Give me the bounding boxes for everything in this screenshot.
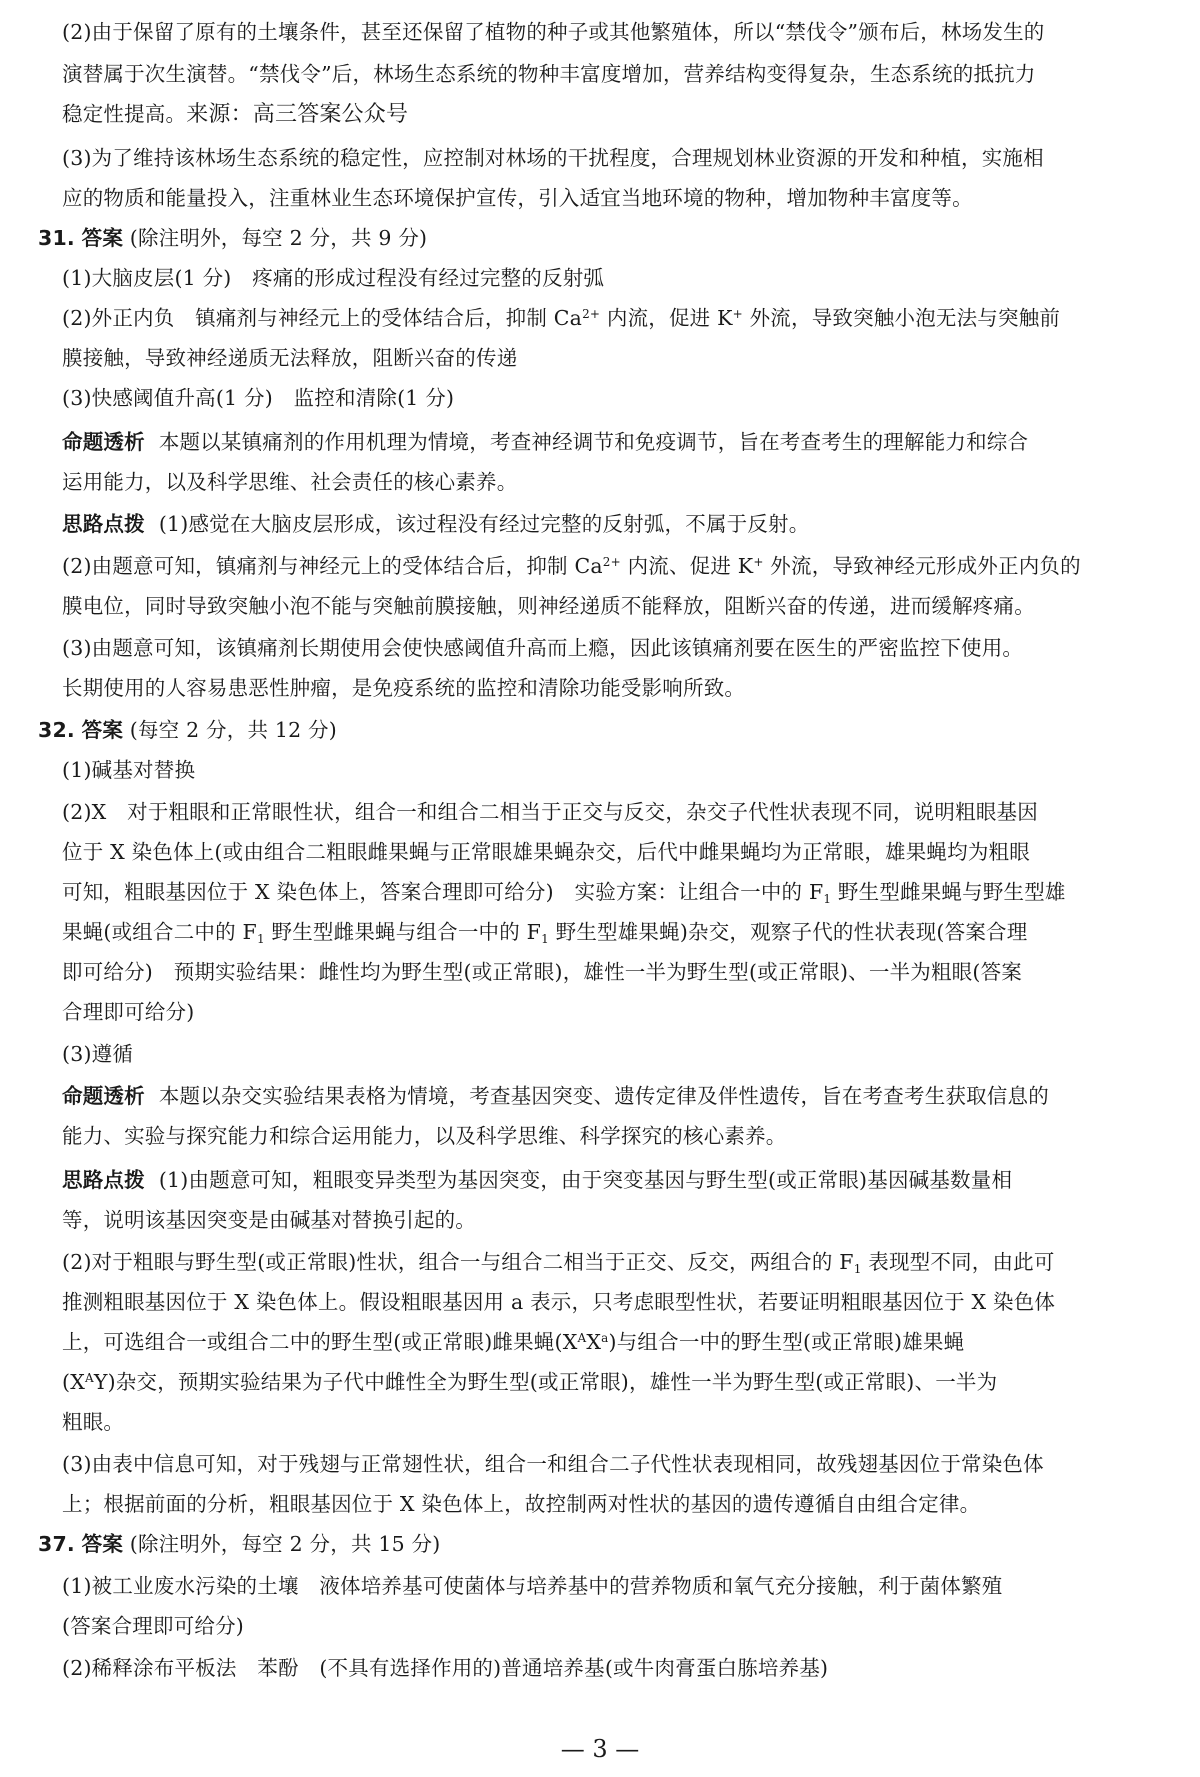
analysis-line: (2)对于粗眼与野生型(或正常眼)性状，组合一与组合二相当于正交、反交，两组合的 $F_1$ 表现型不同，由此可 xyxy=(62,1250,1055,1276)
answer-line: (1)碱基对替换 xyxy=(62,758,196,782)
q31-header xyxy=(38,224,427,252)
analysis-line: 上；根据前面的分析，粗眼基因位于 X 染色体上，故控制两对性状的基因的遗传遵循自由组合定律。 xyxy=(62,1492,981,1516)
answer-line: 位于 X 染色体上(或由组合二粗眼雌果蝇与正常眼雄果蝇杂交，后代中雌果蝇均为正常眼，雄果蝇均为粗眼 xyxy=(62,840,1030,864)
q37-header xyxy=(38,1530,440,1558)
answer-line: (1)大脑皮层(1 分) 疼痛的形成过程没有经过完整的反射弧 xyxy=(62,266,605,290)
analysis-line: 命题透析 本题以杂交实验结果表格为情境，考查基因突变、遗传定律及伴性遗传，旨在考查考生获取信息的 xyxy=(62,1084,1049,1108)
answer-line: (3)快感阈值升高(1 分) 监控和清除(1 分) xyxy=(62,386,455,410)
question-number: 31. xyxy=(38,226,75,250)
question-number: 37. xyxy=(38,1532,75,1556)
q32-header xyxy=(38,716,337,744)
analysis-line: 长期使用的人容易患恶性肿瘤，是免疫系统的监控和清除功能受影响所致。 xyxy=(62,676,746,700)
answer-line: (1)被工业废水污染的土壤 液体培养基可使菌体与培养基中的营养物质和氧气充分接触，利于菌体繁殖 xyxy=(62,1574,1003,1598)
analysis-line: (2)由题意可知，镇痛剂与神经元上的受体结合后，抑制 $Ca^{2+}$ 内流、促进 K+ 外流，导致神经元形成外正内负的 xyxy=(62,554,1081,578)
answer-line: 即可给分) 预期实验结果：雌性均为野生型(或正常眼)，雄性一半为野生型(或正常眼)、一半为粗眼(答案 xyxy=(62,960,1022,984)
score-note: (每空 2 分，共 12 分) xyxy=(129,718,337,742)
text-line: (2)由于保留了原有的土壤条件，甚至还保留了植物的种子或其他繁殖体，所以“禁伐令”颁布后，林场发生的 xyxy=(62,20,1045,44)
answer-line: (答案合理即可给分) xyxy=(62,1614,244,1638)
analysis-line: (3)由表中信息可知，对于残翅与正常翅性状，组合一和组合二子代性状表现相同，故残翅基因位于常染色体 xyxy=(62,1452,1044,1476)
analysis-line: 能力、实验与探究能力和综合运用能力，以及科学思维、科学探究的核心素养。 xyxy=(62,1124,787,1148)
answer-line: 膜接触，导致神经递质无法释放，阻断兴奋的传递 xyxy=(62,346,518,370)
answer-heading: 答案 xyxy=(81,1532,124,1556)
text-line: 应的物质和能量投入，注重林业生态环境保护宣传，引入适宜当地环境的物种，增加物种丰富度等。 xyxy=(62,186,973,210)
section-label: 命题透析 xyxy=(62,430,145,454)
page-number: — 3 — xyxy=(560,1735,640,1763)
text-line: 稳定性提高。来源：高三答案公众号 xyxy=(62,102,409,127)
analysis-line: 命题透析 本题以某镇痛剂的作用机理为情境，考查神经调节和免疫调节，旨在考查考生的理解能力和综合 xyxy=(62,430,1029,454)
score-note: (除注明外，每空 2 分，共 15 分) xyxy=(129,1532,441,1556)
answer-line: 可知，粗眼基因位于 X 染色体上，答案合理即可给分) 实验方案：让组合一中的 $F_1$ 野生型雌果蝇与野生型雄 xyxy=(62,880,1066,906)
answer-heading: 答案 xyxy=(81,226,124,250)
analysis-line: 思路点拨 (1)由题意可知，粗眼变异类型为基因突变，由于突变基因与野生型(或正常眼)基因碱基数量相 xyxy=(62,1168,1013,1192)
question-number: 32. xyxy=(38,718,75,742)
text-line: 演替属于次生演替。“禁伐令”后，林场生态系统的物种丰富度增加，营养结构变得复杂，生态系统的抵抗力 xyxy=(62,62,1036,86)
watermark-text: 来源：高三答案公众号 xyxy=(186,102,409,127)
analysis-line: (3)由题意可知，该镇痛剂长期使用会使快感阈值升高而上瘾，因此该镇痛剂要在医生的严密监控下使用。 xyxy=(62,636,1024,660)
answer-line: (2)稀释涂布平板法 苯酚 (不具有选择作用的)普通培养基(或牛肉膏蛋白胨培养基) xyxy=(62,1656,829,1680)
score-note: (除注明外，每空 2 分，共 9 分) xyxy=(129,226,428,250)
analysis-line: 运用能力，以及科学思维、社会责任的核心素养。 xyxy=(62,470,518,494)
analysis-line: 粗眼。 xyxy=(62,1410,125,1434)
analysis-line: 等，说明该基因突变是由碱基对替换引起的。 xyxy=(62,1208,476,1232)
answer-line: 合理即可给分) xyxy=(62,1000,195,1024)
answer-line: (2)X 对于粗眼和正常眼性状，组合一和组合二相当于正交与反交，杂交子代性状表现不同，说明粗眼基因 xyxy=(62,800,1038,824)
text-line: (3)为了维持该林场生态系统的稳定性，应控制对林场的干扰程度，合理规划林业资源的开发和种植，实施相 xyxy=(62,146,1044,170)
answer-line: (2)外正内负 镇痛剂与神经元上的受体结合后，抑制 $Ca^{2+}$ 内流，促进 K+ 外流，导致突触小泡无法与突触前 xyxy=(62,306,1061,330)
answer-line: 果蝇(或组合二中的 $F_1$ 野生型雌果蝇与组合一中的 $F_1$ 野生型雄果蝇)杂交，观察子代的性状表现(答案合理 xyxy=(62,920,1028,946)
section-label: 思路点拨 xyxy=(62,1168,145,1192)
analysis-line: 膜电位，同时导致突触小泡不能与突触前膜接触，则神经递质不能释放，阻断兴奋的传递，进而缓解疼痛。 xyxy=(62,594,1035,618)
analysis-line: 上，可选组合一或组合二中的野生型(或正常眼)雌果蝇$(X^AX^a)$与组合一中的野生型(或正常眼)雄果蝇 xyxy=(62,1330,965,1354)
analysis-line: $(X^AY)$杂交，预期实验结果为子代中雌性全为野生型(或正常眼)，雄性一半为野生型(或正常眼)、一半为 xyxy=(62,1370,998,1394)
section-label: 命题透析 xyxy=(62,1084,145,1108)
analysis-line: 思路点拨 (1)感觉在大脑皮层形成，该过程没有经过完整的反射弧，不属于反射。 xyxy=(62,512,810,536)
answer-heading: 答案 xyxy=(81,718,124,742)
analysis-line: 推测粗眼基因位于 X 染色体上。假设粗眼基因用 a 表示，只考虑眼型性状，若要证明粗眼基因位于 X 染色体 xyxy=(62,1290,1056,1314)
section-label: 思路点拨 xyxy=(62,512,145,536)
answer-line: (3)遵循 xyxy=(62,1042,134,1066)
